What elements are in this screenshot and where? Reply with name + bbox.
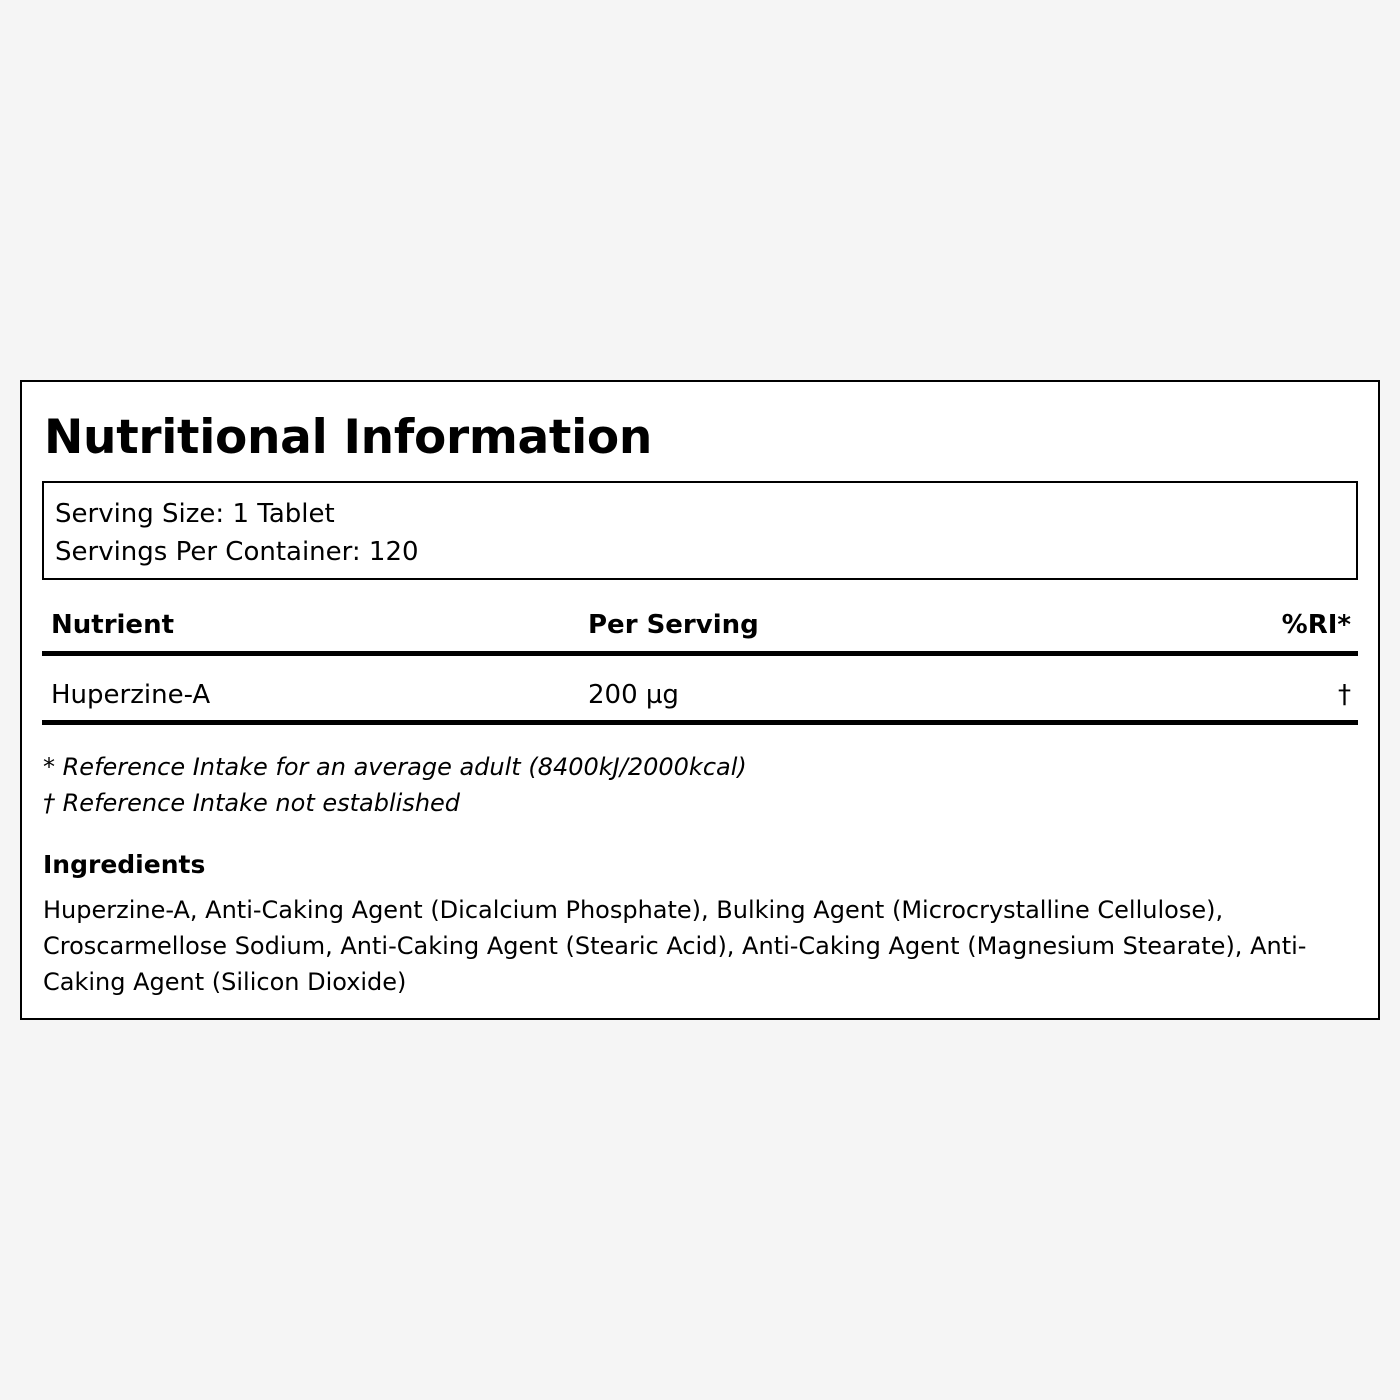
header-per-serving: Per Serving xyxy=(588,610,759,640)
serving-size: Serving Size: 1 Tablet xyxy=(55,499,335,529)
serving-info-box xyxy=(42,481,1358,580)
ingredients-heading: Ingredients xyxy=(43,850,206,879)
footnote-not-established: † Reference Intake not established xyxy=(43,789,461,817)
header-nutrient: Nutrient xyxy=(51,610,175,640)
nutrition-panel xyxy=(20,380,1380,1020)
row-ri: † xyxy=(1338,680,1351,710)
footnote-ri: * Reference Intake for an average adult (8400kJ/2000kcal) xyxy=(43,753,747,781)
header-ri: %RI* xyxy=(1281,610,1351,640)
row-nutrient: Huperzine-A xyxy=(51,680,211,710)
ingredients-text: Huperzine-A, Anti-Caking Agent (Dicalcium Phosphate), Bulking Agent (Microcrystalline Cellulose), Croscarmellose Sodium, Anti-Caking Agent (Stearic Acid), Anti-Caking Agent (Magnesium Stearate), Anti-Caking Agent (Silicon Dioxide) xyxy=(43,896,1307,996)
servings-per-container: Servings Per Container: 120 xyxy=(55,537,419,567)
row-per-serving: 200 µg xyxy=(588,680,679,710)
header-divider xyxy=(42,651,1358,656)
panel-title: Nutritional Information xyxy=(44,410,653,465)
table-bottom-divider xyxy=(42,720,1358,725)
